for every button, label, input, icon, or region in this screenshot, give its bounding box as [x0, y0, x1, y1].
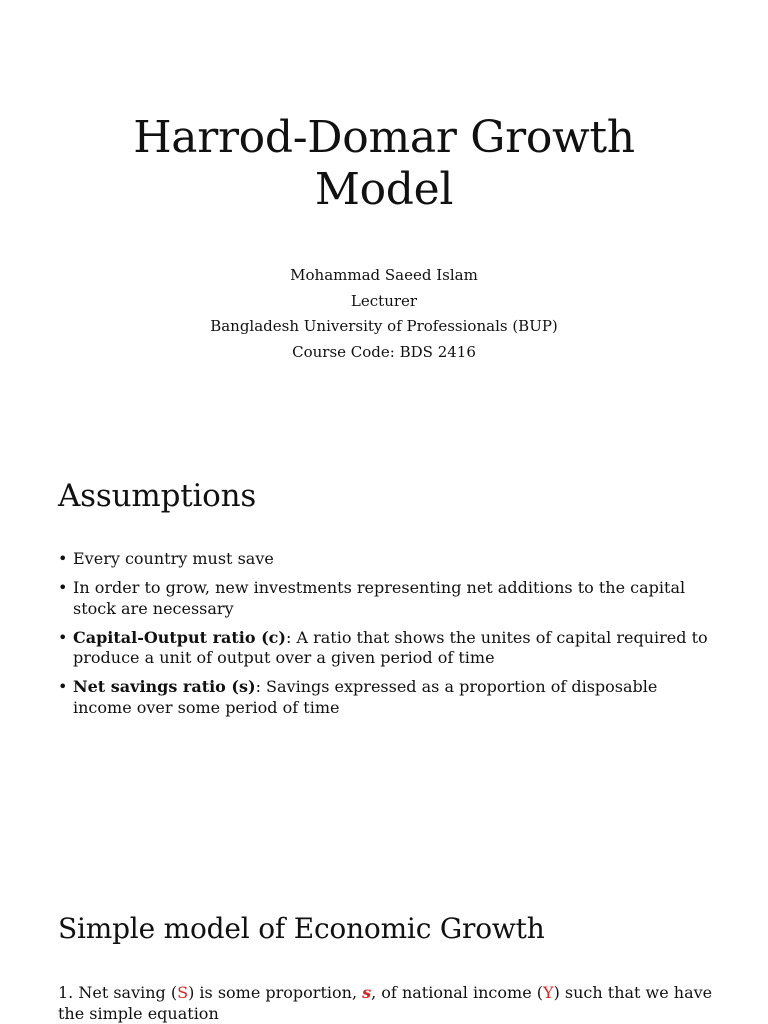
model-paragraph	[58, 983, 718, 1024]
slide-title	[60, 112, 708, 216]
assumptions-list	[58, 549, 713, 727]
growth-model-heading: Simple model of Economic Growth	[58, 912, 545, 945]
slide-title-line-1: Harrod-Domar Growth	[133, 112, 635, 163]
author-institution: Bangladesh University of Professionals (BUP)	[210, 317, 558, 335]
list-item	[58, 677, 713, 718]
bullet-text: : Savings expressed as a proportion of disposable income over some period of time	[73, 677, 658, 717]
assumptions-heading: Assumptions	[58, 478, 257, 514]
bullet-text: : A ratio that shows the unites of capital required to produce a unit of output over a given period of time	[73, 627, 708, 667]
paragraph-number: 1.	[58, 983, 74, 1002]
paragraph-text: ) such that we have the simple equation	[58, 983, 713, 1023]
author-role: Lecturer	[350, 291, 418, 310]
list-item	[58, 578, 713, 619]
author-info	[60, 263, 708, 365]
slide-title-line-2: Model	[314, 164, 454, 215]
paragraph-text: , of national income (	[371, 983, 543, 1002]
bullet-term: Net savings ratio (s)	[73, 677, 256, 696]
bullet-icon: •	[58, 578, 68, 597]
symbol-saving: S	[177, 983, 189, 1002]
symbol-savings-ratio: s	[362, 983, 372, 1002]
course-code: Course Code: BDS 2416	[292, 342, 476, 361]
paragraph-text: ) is some proportion,	[188, 983, 363, 1002]
paragraph-text: Net saving (	[73, 983, 178, 1002]
bullet-icon: •	[58, 627, 68, 647]
bullet-text: In order to grow, new investments representing net additions to the capital stock are necessary	[73, 578, 686, 618]
symbol-income: Y	[543, 983, 554, 1002]
bullet-term: Capital-Output ratio (c)	[73, 627, 286, 647]
bullet-icon: •	[58, 549, 68, 568]
bullet-text: Every country must save	[73, 549, 274, 568]
author-name: Mohammad Saeed Islam	[290, 266, 478, 284]
list-item	[58, 549, 713, 570]
list-item	[58, 628, 713, 669]
bullet-icon: •	[58, 677, 68, 696]
